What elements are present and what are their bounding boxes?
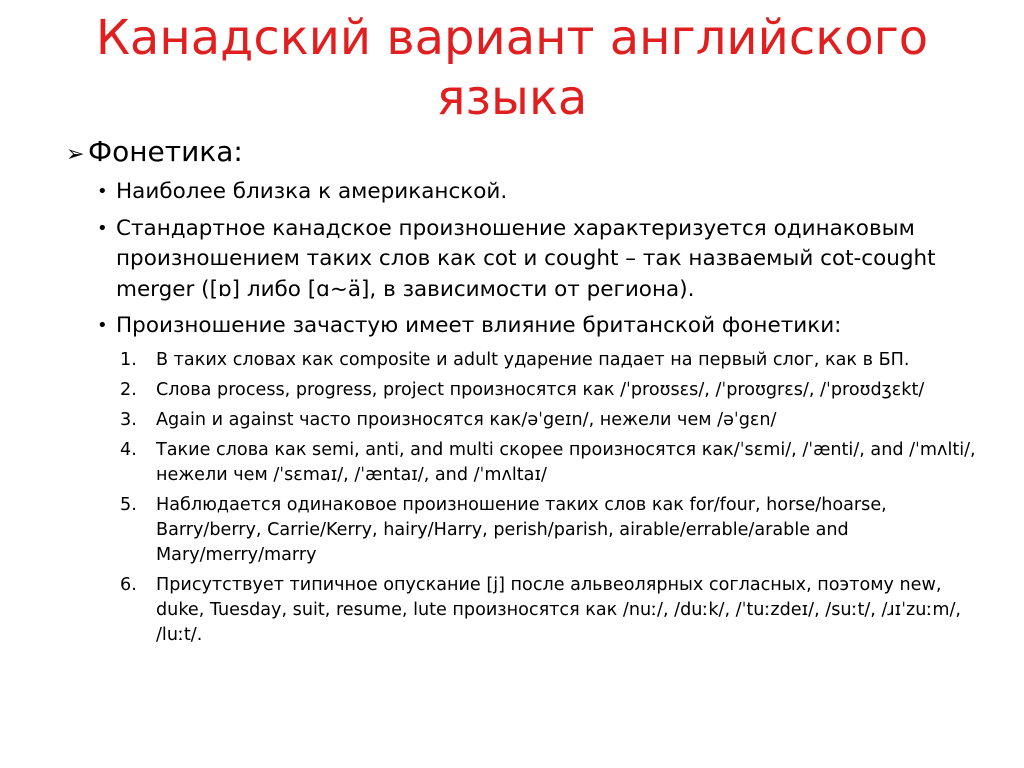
arrow-bullet-icon: ➢ [66,142,85,167]
bullet-list [66,177,976,342]
item-text: Такие слова как semi, anti, and multi скорее произносятся как/ˈsɛmi/, /ˈænti/, and /ˈmʌlti/, нежели чем /ˈsɛmaɪ/, /ˈæntaɪ/, and /ˈmʌltaɪ/ [156,439,976,485]
bullet-item [66,311,976,342]
numbered-item [66,348,976,373]
numbered-item [66,493,976,568]
numbered-item [66,438,976,488]
bullet-dot-icon: • [97,181,108,202]
item-text: Слова process, progress, project произносятся как /ˈproʊsɛs/, /ˈproʊgrɛs/, /ˈproʊdʒɛkt/ [156,379,925,400]
slide-content [66,134,976,653]
bullet-item [66,214,976,306]
bullet-dot-icon: • [97,217,108,239]
slide-title: Канадский вариант английского языка [95,10,929,126]
item-number: 5. [120,494,137,515]
section-heading [66,134,976,173]
numbered-item [66,573,976,648]
item-text: Again и against часто произносятся как/əˈgeɪn/, нежели чем /əˈgɛn/ [156,409,777,430]
item-number: 3. [120,409,137,430]
item-number: 1. [120,349,137,370]
bullet-text: Произношение зачастую имеет влияние британской фонетики: [116,313,842,338]
item-number: 4. [120,439,137,460]
bullet-text: Стандартное канадское произношение характеризуется одинаковым произношением таких слов как cot и cought – так назваемый cot-cought merger ([ɒ] либо [ɑ~ä], в зависимости от региона). [116,215,936,302]
bullet-dot-icon: • [97,315,108,336]
numbered-item [66,378,976,403]
item-text: Наблюдается одинаковое произношение таких слов как for/four, horse/hoarse, Barry/berry, Carrie/Kerry, hairy/Harry, perish/parish, airable/errable/arable and Mary/merry/marry [156,494,887,565]
item-text: Присутствует типичное опускание [j] после альвеолярных согласных, поэтому new, duke, Tuesday, suit, resume, lute произносятся как /nuː/, /duːk/, /ˈtuːzdeɪ/, /suːt/, /ɹɪˈzuːm/, /luːt/. [156,574,962,645]
item-number: 6. [120,574,137,595]
item-number: 2. [120,379,137,400]
section-heading-text: Фонетика: [88,135,243,168]
item-text: В таких словах как composite и adult ударение падает на первый слог, как в БП. [156,349,910,370]
numbered-list [66,348,976,648]
bullet-text: Наиболее близка к американской. [116,179,508,204]
bullet-item [66,177,976,208]
numbered-item [66,408,976,433]
